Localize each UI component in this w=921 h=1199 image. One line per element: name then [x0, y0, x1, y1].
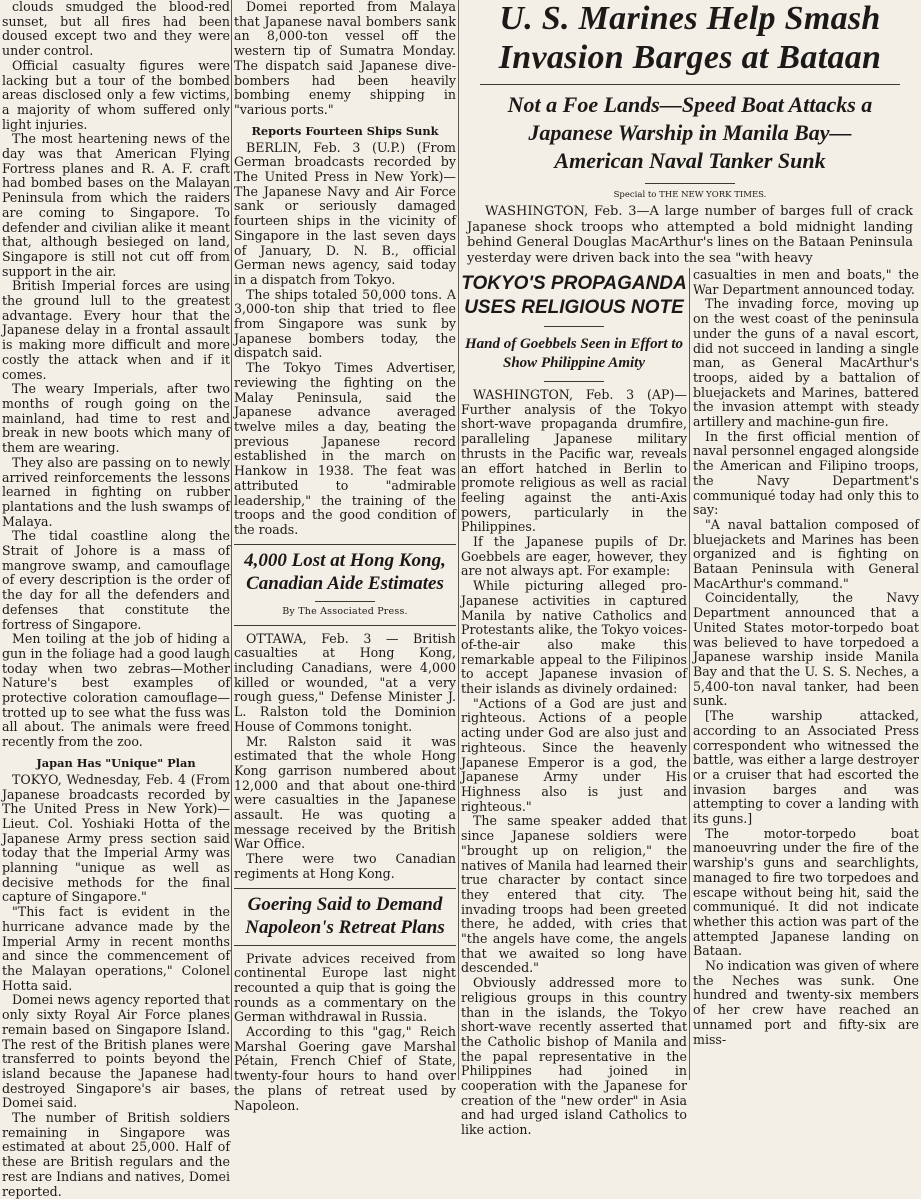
hong-kong-headline-box [234, 544, 456, 626]
paragraph: No indication was given of where the Neches was sunk. One hundred and twenty-six members of her crew have reached an unnamed port and fifty-six are miss- [693, 958, 919, 1047]
subheading: Japan Has "Unique" Plan [36, 755, 196, 770]
column-2 [234, 0, 456, 1113]
lede-paragraph: WASHINGTON, Feb. 3—A large number of barges full of crack Japanese shock troops who attempted a bold midnight landing behind General Douglas MacArthur's lines on the Bataan Peninsula yesterday were driven back into the sea "with heavy [467, 204, 913, 266]
tokyo-propaganda-headline: TOKYO'S PROPAGANDA USES RELIGIOUS NOTE [461, 273, 687, 318]
paragraph: According to this "gag," Reich Marshal Goering gave Marshal Pétain, French Chief of State, twenty-four hours to hand over the plans of retreat used by Napoleon. [234, 1024, 456, 1113]
divider [480, 84, 900, 85]
column-rule [689, 268, 690, 1080]
column-rule [458, 0, 459, 1080]
paragraph: The number of British soldiers remaining in Singapore was estimated at about 25,000. Half of these are British regulars and the rest are Indians and natives, Domei reported. [2, 1110, 230, 1199]
paragraph: The Tokyo Times Advertiser, reviewing the fighting on the Malay Peninsula, said the Japanese advance averaged twelve miles a day, beating the previous Japanese record established in the march on Hankow in 1938. The feat was attributed to "admirable leadership," the training of the troops and the good condition of the roads. [234, 360, 456, 537]
paragraph: "Actions of a God are just and righteous. Actions of a people acting under God are also just and righteous. Since the heavenly Japanese Emperor is a god, the Japanese Army under His Highness also is just and righteous." [461, 695, 687, 814]
paragraph: Men toiling at the job of hiding a gun in the foliage had a good laugh today when two zebras—Mother Nature's best examples of protective coloration camouflage—trotted up to see what the fuss was all about. The animals were freed recently from the zoo. [2, 631, 230, 750]
paragraph: The weary Imperials, after two months of rough going on the mainland, had time to rest and break in new boots which many of them are wearing. [2, 381, 230, 456]
goering-headline: Goering Said to Demand Napoleon's Retreat Plans [245, 893, 445, 938]
subheading: Reports Fourteen Ships Sunk [251, 123, 439, 138]
paragraph: The most heartening news of the day was that American Flying Fortress planes and R. A. F. craft had bombed bases on the Malayan Peninsula from which the raiders are coming to Singapore. To defender and civilian alike it meant that, although besieged on land, Singapore is still not cut off from support in the air. [2, 131, 230, 279]
paragraph: Private advices received from continental Europe last night recounted a quip that is going the rounds as a commentary on the German withdrawal in Russia. [234, 950, 456, 1025]
banner-headline-line-2: Invasion Barges at Bataan [498, 39, 882, 76]
column-rule [231, 0, 232, 1080]
paragraph: The ships totaled 50,000 tons. A 3,000-ton ship that tried to flee from Singapore was sunk by Japanese bombers today, the dispatch said. [234, 286, 456, 361]
deck-line-2: Japanese Warship in Manila Bay— [528, 120, 852, 145]
divider [645, 183, 735, 184]
tokyo-propaganda-deck: Hand of Goebbels Seen in Effort to Show Philippine Amity [464, 336, 684, 371]
deck-line-3: American Naval Tanker Sunk [554, 148, 826, 173]
paragraph: If the Japanese pupils of Dr. Goebbels are eager, however, they are not always apt. For example: [461, 534, 687, 579]
paragraph: The tidal coastline along the Strait of Johore is a mass of mangrove swamp, and camouflage of every description is the order of the day for all the defenders and defenses that constitute the fortress of Singapore. [2, 528, 230, 632]
paragraph: BERLIN, Feb. 3 (U.P.) (From German broadcasts recorded by The United Press in New York)—The Japanese Navy and Air Force sank or seriously damaged fourteen ships in the vicinity of Singapore in the last seven days of January, D. N. B., official German news agency, said today in a dispatch from Tokyo. [234, 139, 456, 287]
paragraph: The motor-torpedo boat manoeuvring under the fire of the warship's guns and searchlights, managed to fire two torpedoes and escape without being hit, said the communiqué. It did not indicate whether this action was part of the attempted Japanese landing on Bataan. [693, 825, 919, 959]
paragraph: Coincidentally, the Navy Department announced that a United States motor-torpedo boat was believed to have torpedoed a Japanese warship inside Manila Bay and that the U. S. S. Neches, a 5,400-ton naval tanker, had been sunk. [693, 590, 919, 709]
paragraph: Domei news agency reported that only sixty Royal Air Force planes remain based on Singapore Island. The rest of the British planes were transferred to points beyond the island because the Japanese had destroyed Singapore's air bases, Domei said. [2, 992, 230, 1111]
paragraph: They also are passing on to newly arrived reinforcements the lessons learned in fighting on rubber plantations and the lush swamps of Malaya. [2, 454, 230, 529]
paragraph: The invading force, moving up on the west coast of the peninsula under the guns of a naval escort, did not succeed in landing a single man, as General MacArthur's troops, aided by a battalion of bluejackets and Marines, battered the invasion attempt with steady artillery and machine-gun fire. [693, 296, 919, 430]
paragraph: The same speaker added that since Japanese soldiers were "brought up on religion," the natives of Manila had learned their true character by contact since they entered that city. The invading troops had been greeted there, he added, with cries that "the angels have come, the angels that we awaited so long have descended." [461, 813, 687, 976]
column-1 [2, 0, 230, 1199]
paragraph: clouds smudged the blood-red sunset, but all fires had been doused except two and they were under control. [2, 0, 230, 59]
paragraph: Mr. Ralston said it was estimated that the whole Hong Kong garrison numbered about 12,000 and that about one-third were casualties in the Japanese assault. He was quoting a message received by the British War Office. [234, 733, 456, 852]
paragraph: British Imperial forces are using the ground lull to the greatest advantage. Every hour that the Japanese delay in a frontal assault is making more difficult and more costly the attack when and if it comes. [2, 278, 230, 382]
paragraph: There were two Canadian regiments at Hong Kong. [234, 851, 456, 881]
paragraph: Domei reported from Malaya that Japanese naval bombers sank an 8,000-ton vessel off the western tip of Sumatra Monday. The dispatch said Japanese dive-bombers had been heavily bombing enemy shipping in "various ports." [234, 0, 456, 117]
paragraph: WASHINGTON, Feb. 3 (AP)—Further analysis of the Tokyo short-wave propaganda drumfire, paralleling Japanese military thrusts in the Pacific war, reveals an effort hatched in Berlin to promote religious as well as racial feeling against the anti-Axis powers, particularly in the Philippines. [461, 387, 687, 535]
divider [544, 381, 604, 382]
goering-headline-box [234, 888, 456, 946]
byline: By The Associated Press. [282, 605, 408, 617]
deck-line-1: Not a Foe Lands—Speed Boat Attacks a [507, 92, 873, 117]
paragraph: Official casualty figures were lacking but a tour of the bombed areas disclosed only a few victims, a majority of whom suffered only light injuries. [2, 57, 230, 132]
paragraph: "A naval battalion composed of bluejackets and Marines has been organized and is fighting on Bataan Peninsula with General MacArthur's command." [693, 516, 919, 591]
paragraph: TOKYO, Wednesday, Feb. 4 (From Japanese broadcasts recorded by The United Press in New York)—Lieut. Col. Yoshiaki Hotta of the Japanese Army press section said today that the Imperial Army was planning "unique as well as decisive methods for the final capture of Singapore." [2, 771, 230, 905]
banner-headline-line-1: U. S. Marines Help Smash [499, 0, 881, 37]
paragraph: While picturing alleged pro-Japanese activities in captured Manila by native Catholics and Protestants alike, the Tokyo voices-of-the-air also make this remarkable appeal to the Filipinos to accept Japanese invasion of their islands as divinely ordained: [461, 578, 687, 697]
column-4 [693, 268, 919, 1080]
divider [315, 601, 375, 602]
hong-kong-headline: 4,000 Lost at Hong Kong, Canadian Aide Estimates [244, 549, 446, 594]
paragraph: OTTAWA, Feb. 3 — British casualties at Hong Kong, including Canadians, were 4,000 killed or wounded, "at a very rough guess," Defense Minister J. L. Ralston told the Dominion House of Commons tonight. [234, 630, 456, 734]
paragraph: Obviously addressed more to religious groups in this country than in the islands, the Tokyo short-wave recently asserted that the Catholic bishop of Manila and the papal representative in the Philippines had joined in cooperation with the Japanese for creation of the "new order" in Asia and had urged island Catholics to like action. [461, 975, 687, 1138]
paragraph: [The warship attacked, according to an Associated Press correspondent who witnessed the battle, was either a large destroyer or a cruiser that had escorted the invasion barges and was attempting to cover a landing with its guns.] [693, 708, 919, 827]
paragraph: In the first official mention of naval personnel engaged alongside the American and Filipino troops, the Navy Department's communiqué today had only this to say: [693, 428, 919, 518]
paragraph: "This fact is evident in the hurricane advance made by the Imperial Army in recent months and since the commencement of the Malayan operations," Colonel Hotta said. [2, 904, 230, 993]
column-3 [461, 268, 687, 1138]
main-headline-block [461, 0, 919, 268]
paragraph: casualties in men and boats," the War Department announced today. [693, 267, 919, 297]
divider [544, 326, 604, 327]
special-credit: Special to THE NEW YORK TIMES. [613, 190, 767, 200]
